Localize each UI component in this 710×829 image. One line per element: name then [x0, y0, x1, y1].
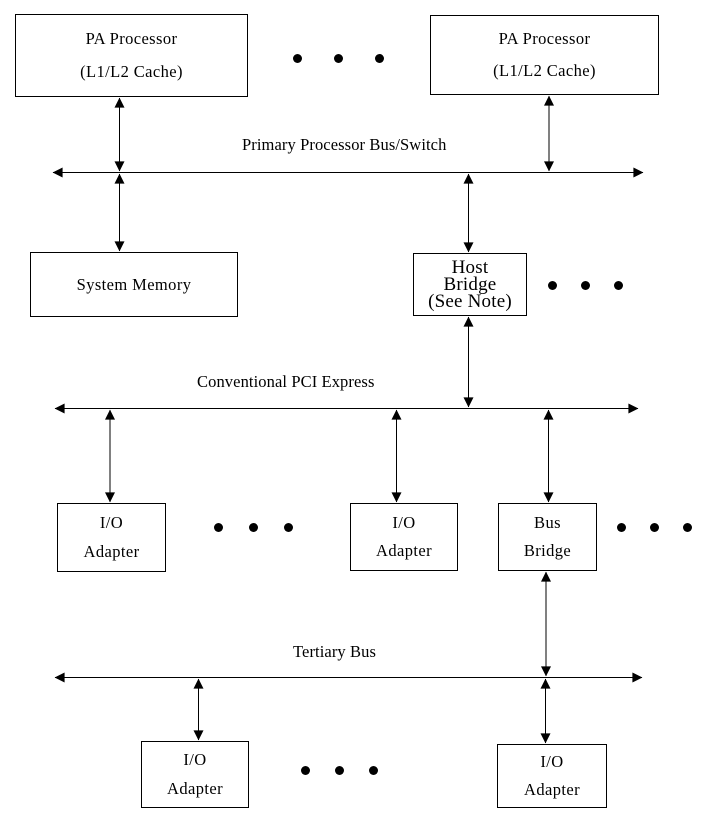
tertiary-bus-label: Tertiary Bus [293, 642, 376, 661]
ellipsis-dot-icon [335, 766, 344, 775]
io-adapter-pci-1-label-line2: Adapter [83, 542, 140, 561]
bus-bridge-label-line2: Bridge [523, 541, 572, 561]
ellipsis-dot-icon [334, 54, 343, 63]
pa-processor-left-box [15, 14, 248, 97]
ellipsis-dots-bus-bridges [617, 523, 692, 532]
ellipsis-dots-pci-adapters [214, 523, 293, 532]
io-adapter-tertiary-1-label-line2: Adapter [167, 778, 223, 798]
pci-express-bus-label: Conventional PCI Express [197, 372, 375, 391]
ellipsis-dot-icon [614, 281, 623, 290]
pa-processor-left-label-line1: PA Processor [85, 28, 178, 48]
pa-processor-right-label-line2: (L1/L2 Cache) [493, 61, 596, 81]
io-adapter-pci-2-label-line1: I/O [392, 512, 416, 532]
ellipsis-dot-icon [249, 523, 258, 532]
io-adapter-pci-1-box [57, 503, 166, 572]
ellipsis-dot-icon [284, 523, 293, 532]
io-adapter-tertiary-2-label-line2: Adapter [524, 779, 580, 799]
ellipsis-dots-tertiary-adapters [301, 766, 378, 775]
io-adapter-tertiary-2-box [497, 744, 607, 808]
ellipsis-dot-icon [214, 523, 223, 532]
io-adapter-pci-2-box [350, 503, 458, 571]
ellipsis-dot-icon [683, 523, 692, 532]
host-bridge-label-line2: Bridge [443, 274, 497, 295]
io-adapter-tertiary-1-box [141, 741, 249, 808]
host-bridge-box [413, 253, 527, 316]
io-adapter-pci-2-label-line2: Adapter [376, 541, 432, 561]
ellipsis-dot-icon [375, 54, 384, 63]
io-adapter-pci-1-label-line1: I/O [99, 513, 124, 532]
ellipsis-dot-icon [548, 281, 557, 290]
io-adapter-tertiary-2-label-line1: I/O [540, 752, 564, 772]
ellipsis-dots-processors [293, 54, 384, 63]
bus-bridge-label-line1: Bus [534, 512, 561, 532]
bus-bridge-box [498, 503, 597, 571]
pa-processor-right-box [430, 15, 659, 95]
ellipsis-dot-icon [301, 766, 310, 775]
io-adapter-tertiary-1-label-line1: I/O [183, 750, 207, 770]
pa-processor-left-label-line2: (L1/L2 Cache) [80, 62, 183, 82]
ellipsis-dot-icon [369, 766, 378, 775]
primary-bus-label: Primary Processor Bus/Switch [242, 135, 447, 154]
ellipsis-dots-host-bridges [548, 281, 623, 290]
host-bridge-label-line1: Host [451, 257, 489, 278]
pa-processor-right-label-line1: PA Processor [498, 28, 591, 48]
ellipsis-dot-icon [293, 54, 302, 63]
ellipsis-dot-icon [617, 523, 626, 532]
system-memory-label: System Memory [76, 274, 192, 294]
ellipsis-dot-icon [581, 281, 590, 290]
ellipsis-dot-icon [650, 523, 659, 532]
host-bridge-label-line3: (See Note) [428, 291, 512, 312]
system-memory-box [30, 252, 238, 317]
